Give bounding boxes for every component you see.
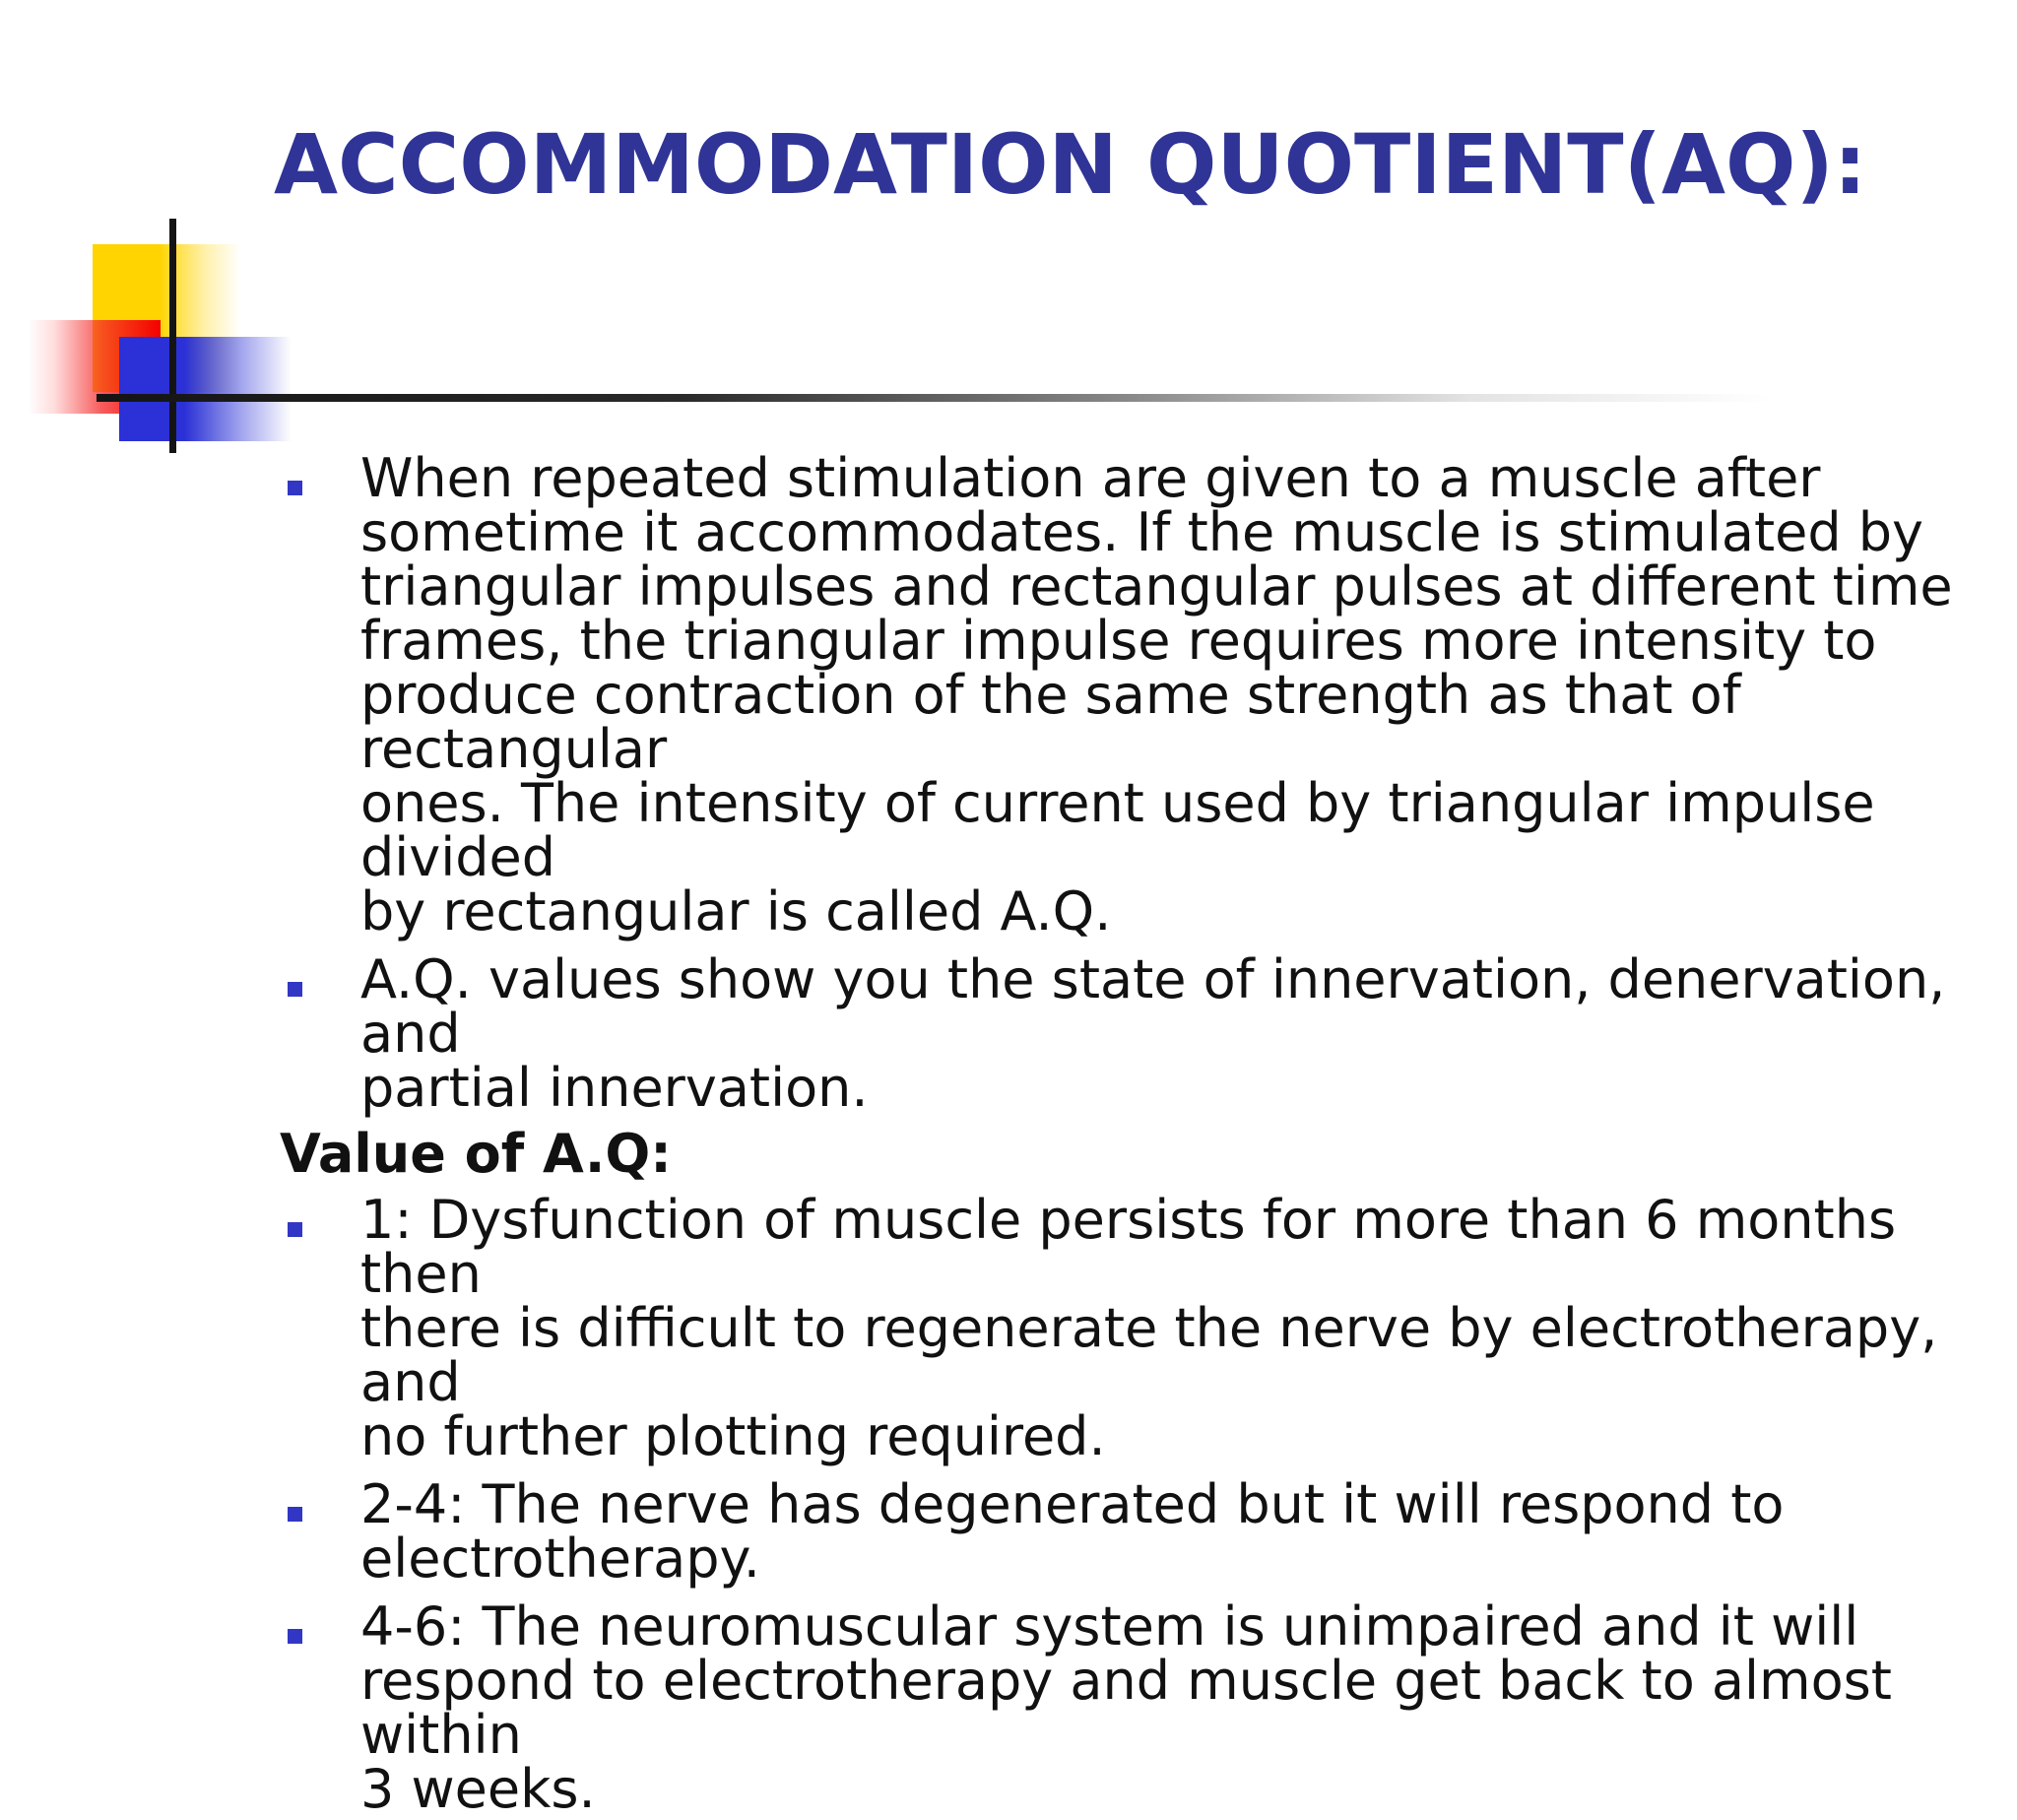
bullet-line: A.Q. values show you the state of innervation, denervation, and [360, 948, 1946, 1065]
bullet-line: partial innervation. [360, 1057, 869, 1119]
bullet-item-aq-values [280, 948, 1984, 1119]
slide-body [280, 447, 1984, 1820]
square-bullet-icon [288, 1629, 302, 1644]
square-bullet-icon [288, 481, 302, 495]
yellow-square-decoration [93, 244, 240, 392]
bullet-line: triangular impulses and rectangular pulses at different time [360, 555, 1953, 618]
slide-title: ACCOMMODATION QUOTIENT(AQ): [274, 116, 1867, 213]
vertical-rule-decoration [169, 219, 176, 453]
bullet-line: no further plotting required. [360, 1405, 1106, 1467]
bullet-line: respond to electrotherapy and muscle get back to almost within [360, 1650, 1892, 1766]
bullet-line: 4-6: The neuromuscular system is unimpaired and it will [360, 1595, 1859, 1658]
bullet-line: by rectangular is called A.Q. [360, 880, 1112, 942]
square-bullet-icon [288, 1507, 302, 1522]
bullet-line: 1: Dysfunction of muscle persists for more than 6 months then [360, 1189, 1897, 1305]
bullet-line: When repeated stimulation are given to a muscle after [360, 447, 1821, 509]
section-heading: Value of A.Q: [280, 1123, 672, 1185]
bullet-line: produce contraction of the same strength as that of rectangular [360, 664, 1741, 780]
bullet-line: there is difficult to regenerate the nerve by electrotherapy, and [360, 1297, 1938, 1413]
bullet-line: sometime it accommodates. If the muscle is stimulated by [360, 501, 1924, 563]
bullet-line: 2-4: The nerve has degenerated but it will respond to [360, 1473, 1785, 1535]
corner-decoration [0, 0, 2017, 492]
square-bullet-icon [288, 1222, 302, 1237]
horizontal-rule-decoration [97, 394, 1771, 402]
bullet-item-definition [280, 447, 1984, 942]
bullet-line: electrotherapy. [360, 1528, 760, 1590]
bullet-line: frames, the triangular impulse requires more intensity to [360, 610, 1877, 672]
bullet-item-value-4-6 [280, 1595, 1984, 1820]
red-square-decoration [28, 320, 161, 414]
bullet-line: ones. The intensity of current used by triangular impulse divided [360, 772, 1875, 888]
square-bullet-icon [288, 982, 302, 997]
blue-square-decoration [119, 337, 292, 441]
bullet-line: 3 weeks. [360, 1758, 596, 1820]
bullet-item-value-2-4 [280, 1473, 1984, 1590]
bullet-item-value-1 [280, 1189, 1984, 1467]
